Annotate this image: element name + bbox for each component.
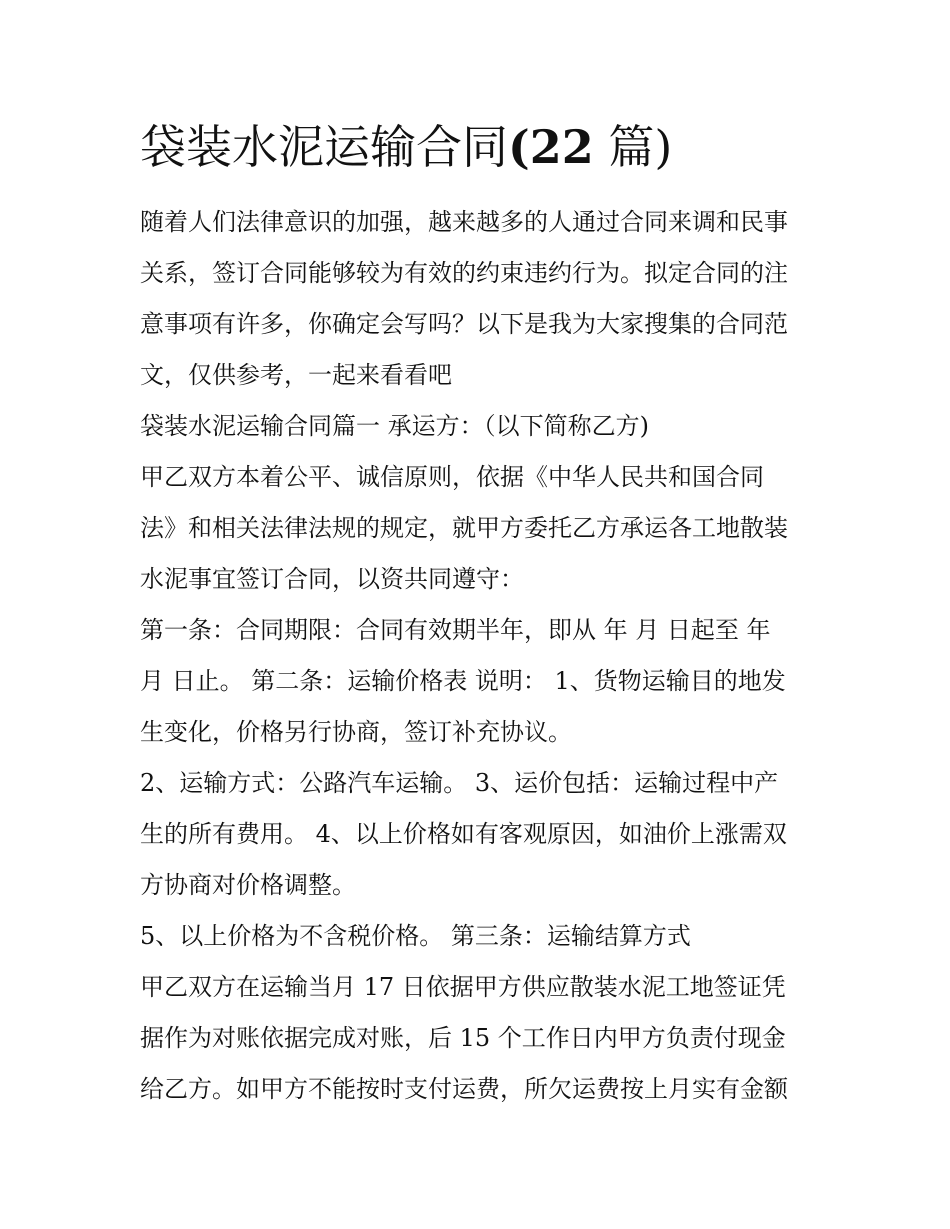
text-line: 据作为对账依据完成对账，后 15 个工作日内甲方负责付现金 xyxy=(140,1024,786,1052)
text-line: 5、以上价格为不含税价格。 第三条：运输结算方式 xyxy=(140,922,691,950)
title-suffix: 篇) xyxy=(593,120,673,174)
text-line: 2、运输方式：公路汽车运输。 3、运价包括：运输过程中产 xyxy=(140,769,779,797)
text-line: 随着人们法律意识的加强，越来越多的人通过合同来调和民事 xyxy=(140,208,788,236)
document-title xyxy=(140,112,672,182)
text-line: 水泥事宜签订合同，以资共同遵守： xyxy=(140,565,524,593)
text-line: 文，仅供参考，一起来看看吧 xyxy=(140,361,452,389)
text-line: 甲乙双方在运输当月 17 日依据甲方供应散装水泥工地签证凭 xyxy=(140,973,786,1001)
text-line: 生变化，价格另行协商，签订补充协议。 xyxy=(140,718,572,746)
section-heading: 袋装水泥运输合同篇一 承运方：（以下简称乙方) xyxy=(140,412,649,440)
title-open-paren: ( xyxy=(508,120,530,174)
title-count: 22 xyxy=(529,120,594,174)
text-line: 意事项有许多，你确定会写吗？以下是我为大家搜集的合同范 xyxy=(140,310,788,338)
text-line: 法》和相关法律法规的规定，就甲方委托乙方承运各工地散装 xyxy=(140,514,788,542)
text-line: 第一条：合同期限：合同有效期半年，即从 年 月 日起至 年 xyxy=(140,616,771,644)
text-line: 生的所有费用。 4、以上价格如有客观原因，如油价上涨需双 xyxy=(140,820,787,848)
text-line: 月 日止。 第二条：运输价格表 说明： 1、货物运输目的地发 xyxy=(140,667,786,695)
text-line: 关系，签订合同能够较为有效的约束违约行为。拟定合同的注 xyxy=(140,259,788,287)
text-line: 给乙方。如甲方不能按时支付运费，所欠运费按上月实有金额 xyxy=(140,1075,788,1103)
title-main: 袋装水泥运输合同 xyxy=(140,120,508,174)
text-line: 方协商对价格调整。 xyxy=(140,871,356,899)
text-line: 甲乙双方本着公平、诚信原则，依据《中华人民共和国合同 xyxy=(140,463,764,491)
document-body xyxy=(140,197,820,1115)
